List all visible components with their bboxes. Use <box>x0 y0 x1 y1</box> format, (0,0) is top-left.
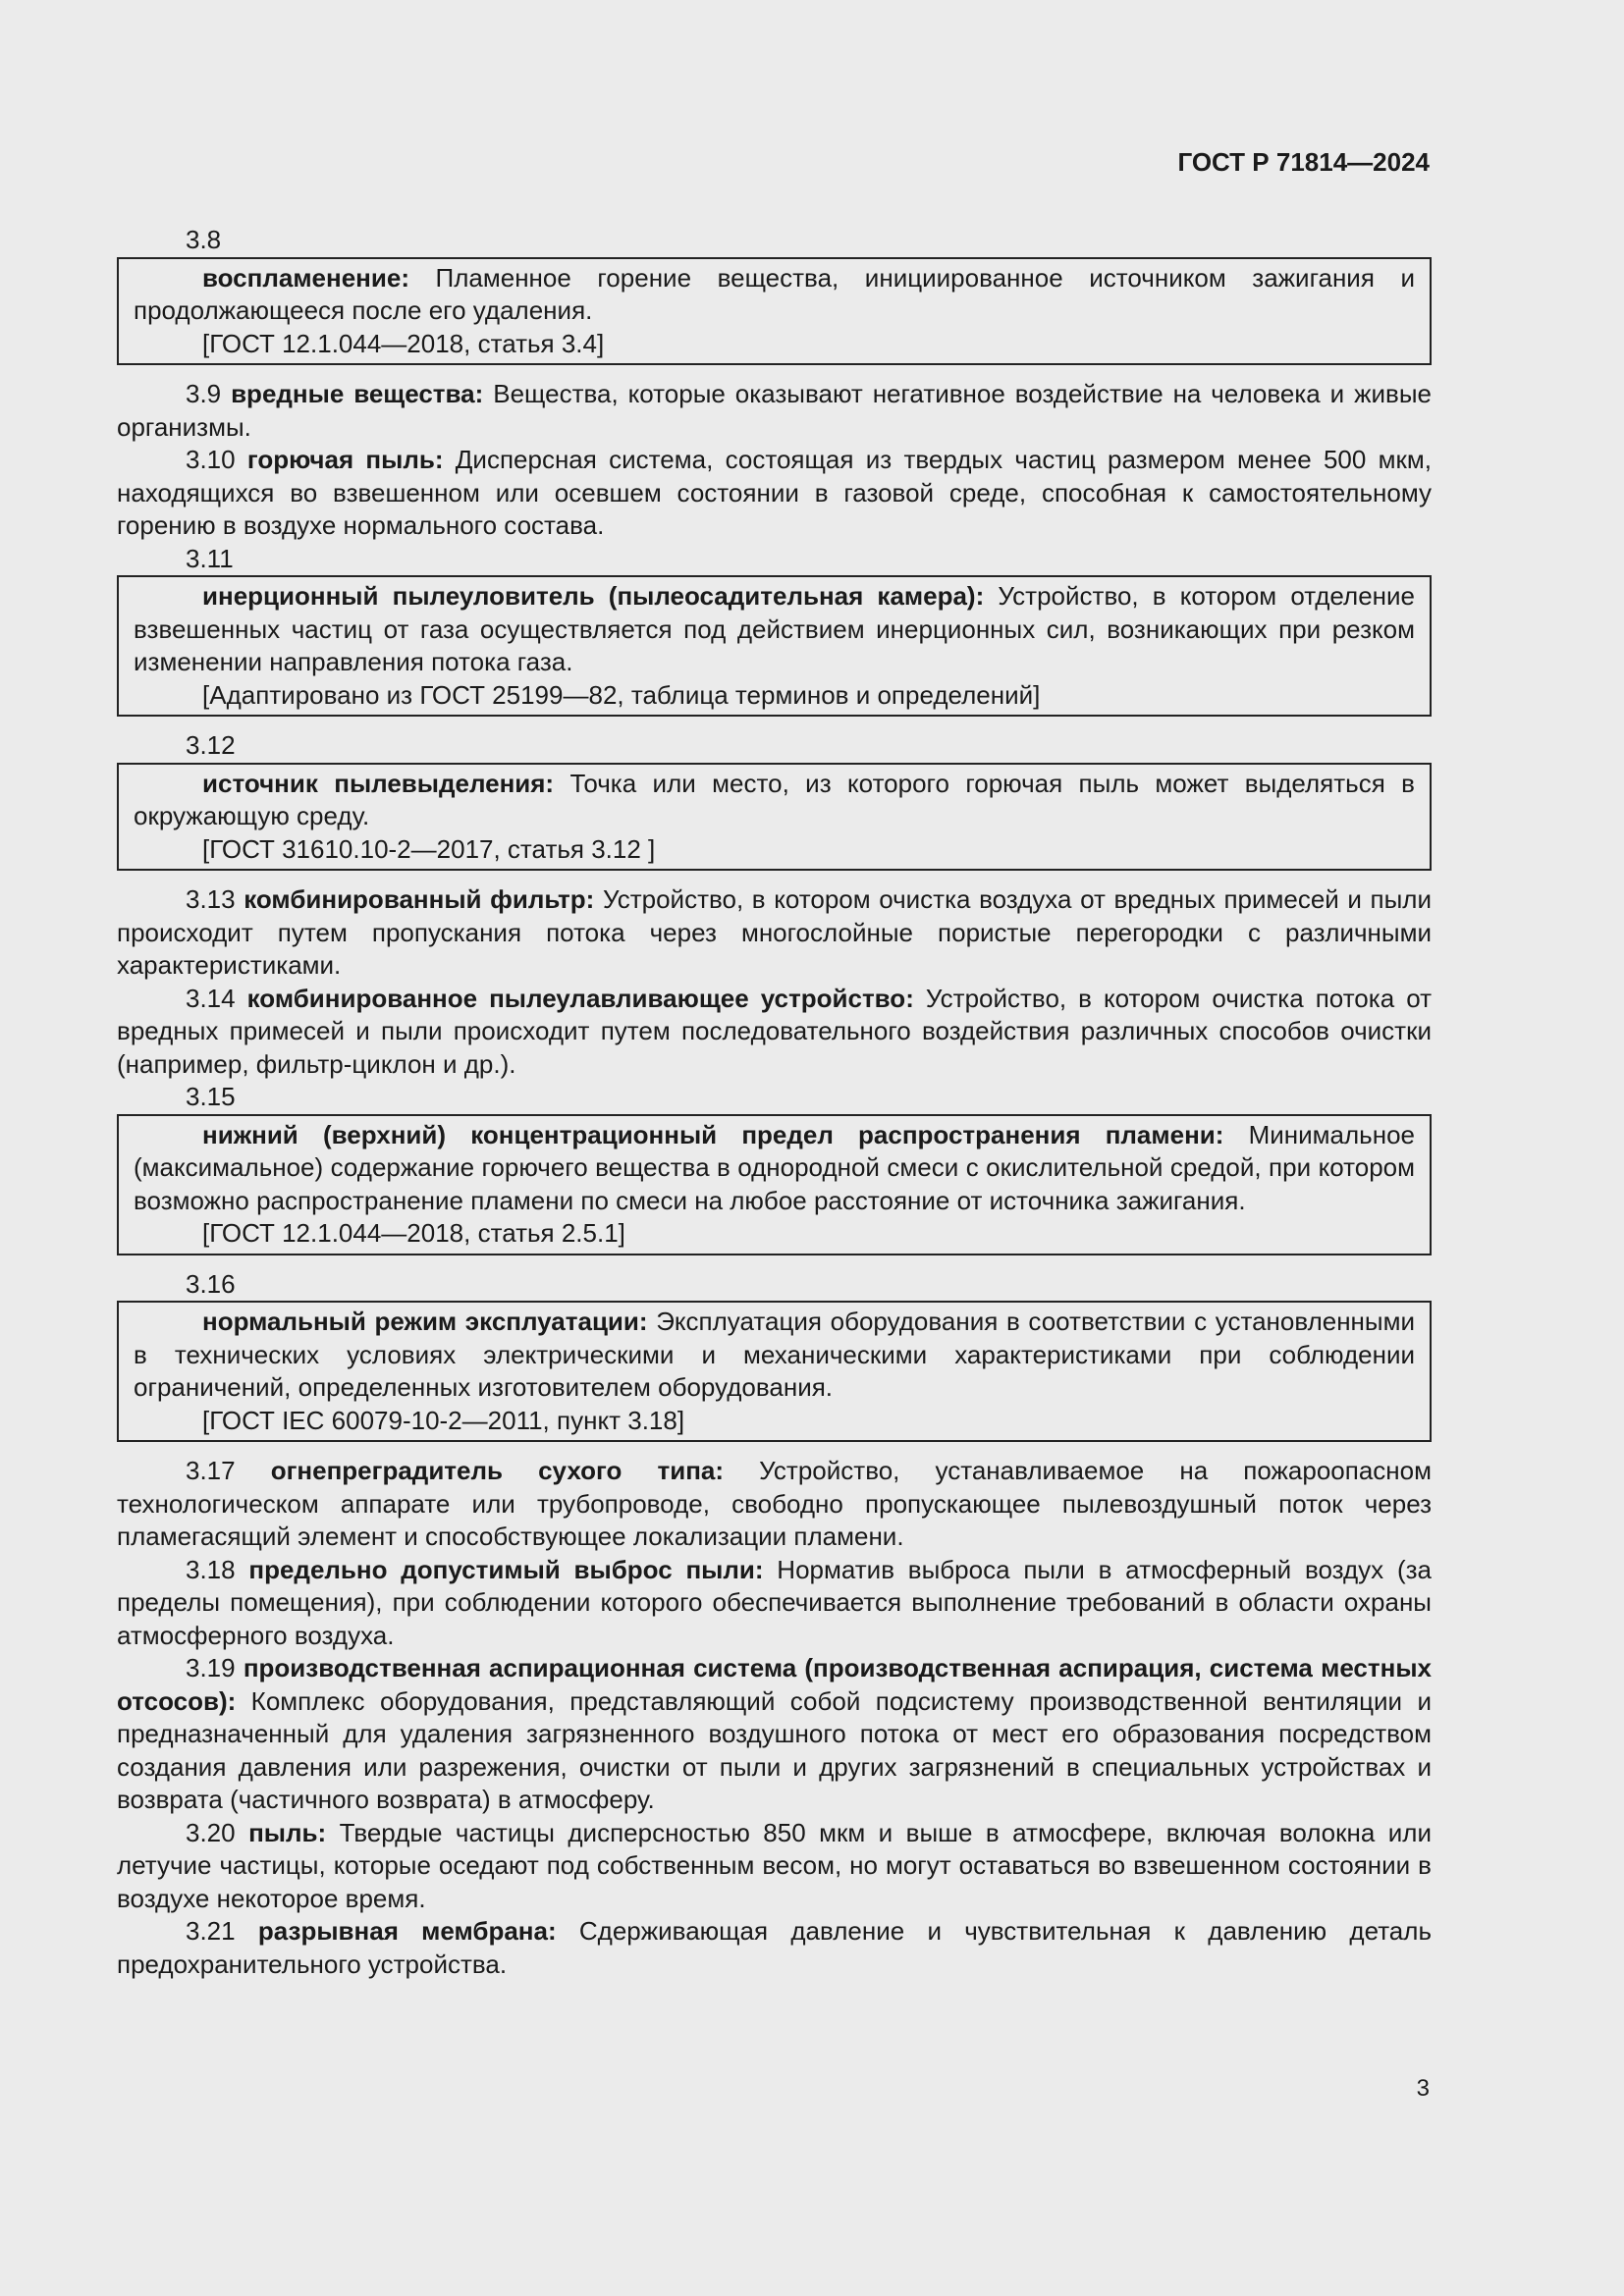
term-source: [Адаптировано из ГОСТ 25199—82, таблица терминов и определений] <box>202 679 1041 710</box>
term-box <box>117 1114 1432 1255</box>
term-title: предельно допустимый выброс пыли: <box>248 1554 764 1584</box>
term-title: комбинированный фильтр: <box>244 884 595 914</box>
term-title: нормальный режим эксплуатации: <box>202 1307 648 1336</box>
term-definition <box>117 444 1432 543</box>
term-box <box>117 763 1432 872</box>
term-definition <box>117 1915 1432 1981</box>
term-text: Эксплуатация оборудования в соответствии с установленными в технических условиях электрическими и механическими характеристиками при соблюдении ограничений, определенных изготовителем оборудования. <box>134 1307 1415 1402</box>
term-number: 3.21 <box>186 1916 236 1946</box>
term-definition <box>117 1455 1432 1554</box>
term-definition <box>117 883 1432 983</box>
term-text: Устройство, в котором очистка воздуха от вредных примесей и пыли происходит путем пропускания потока через многослойные пористые перегородки с различными характеристиками. <box>117 884 1432 980</box>
term-title: огнепреградитель сухого типа: <box>270 1456 725 1485</box>
term-definition <box>117 1652 1432 1817</box>
term-title: нижний (верхний) концентрационный предел распространения пламени: <box>202 1119 1224 1149</box>
document-header: ГОСТ Р 71814—2024 <box>1177 147 1430 177</box>
term-definition <box>134 580 1415 679</box>
term-box <box>117 257 1432 366</box>
term-title: производственная аспирационная система (производственная аспирация, система местных отсосов): <box>117 1653 1432 1716</box>
terms-section <box>117 224 1432 1981</box>
term-number: 3.10 <box>186 445 236 474</box>
term-number: 3.19 <box>186 1653 236 1682</box>
term-text: Точка или место, из которого горючая пыль может выделяться в окружающую среду. <box>134 768 1415 830</box>
term-text: Устройство, в котором отделение взвешенных частиц от газа осуществляется под действием инерционных сил, возникающих при резком изменении направления потока газа. <box>134 581 1415 676</box>
term-definition <box>117 378 1432 444</box>
term-box <box>117 575 1432 717</box>
term-definition <box>134 768 1415 833</box>
term-text: Твердые частицы дисперсностью 850 мкм и выше в атмосфере, включая волокна или летучие частицы, которые оседают под собственным весом, но могут оставаться во взвешенном состоянии в воздухе некоторое время. <box>117 1817 1432 1913</box>
term-number: 3.15 <box>186 1082 236 1111</box>
page-number: 3 <box>1416 2075 1430 2102</box>
term-definition <box>117 1817 1432 1916</box>
term-title: комбинированное пылеулавливающее устройство: <box>246 983 914 1013</box>
term-number: 3.14 <box>186 983 236 1013</box>
term-number: 3.11 <box>186 543 234 573</box>
term-text: Минимальное (максимальное) содержание горючего вещества в однородной смеси с окислительной средой, при котором возможно распространение пламени по смеси на любое расстояние от источника зажигания. <box>134 1119 1415 1215</box>
term-text: Комплекс оборудования, представляющий собой подсистему производственной вентиляции и предназначенный для удаления загрязненного воздушного потока от мест его образования посредством создания давления или разрежения, очистки от пыли и других загрязнений в специальных устройствах и возврата (частичного возврата) в атмосферу. <box>117 1685 1432 1814</box>
term-definition <box>134 262 1415 328</box>
term-text: Устройство, в котором очистка потока от вредных примесей и пыли происходит путем последовательного воздействия различных способов очистки (например, фильтр-циклон и др.). <box>117 983 1432 1079</box>
term-text: Сдерживающая давление и чувствительная к давлению деталь предохранительного устройства. <box>117 1916 1432 1979</box>
term-source: [ГОСТ 31610.10-2—2017, статья 3.12 ] <box>202 833 656 864</box>
term-title: горючая пыль: <box>246 445 444 474</box>
term-number: 3.9 <box>186 379 222 408</box>
term-title: воспламенение: <box>202 262 409 293</box>
term-number: 3.16 <box>186 1268 236 1299</box>
term-text: Дисперсная система, состоящая из твердых частиц размером менее 500 мкм, находящихся во взвешенном или осевшем состоянии в газовой среде, способная к самостоятельному горению в воздухе нормального состава. <box>117 445 1432 540</box>
term-title: разрывная мембрана: <box>257 1916 557 1946</box>
term-source: [ГОСТ 12.1.044—2018, статья 3.4] <box>202 328 605 358</box>
term-title: инерционный пылеуловитель (пылеосадительная камера): <box>202 581 985 611</box>
term-title: источник пылевыделения: <box>202 768 555 798</box>
term-title: пыль: <box>248 1817 327 1847</box>
term-definition <box>117 1554 1432 1653</box>
term-box <box>117 1301 1432 1442</box>
term-number: 3.8 <box>186 225 222 254</box>
term-text: Пламенное горение вещества, инициированное источником зажигания и продолжающееся после его удаления. <box>134 262 1415 325</box>
term-source: [ГОСТ IEC 60079-10-2—2011, пункт 3.18] <box>202 1405 685 1435</box>
term-number: 3.17 <box>186 1456 236 1485</box>
term-number: 3.12 <box>186 730 236 760</box>
term-text: Вещества, которые оказывают негативное воздействие на человека и живые организмы. <box>117 379 1432 442</box>
term-number: 3.13 <box>186 884 236 914</box>
term-text: Норматив выброса пыли в атмосферный воздух (за пределы помещения), при соблюдении которого обеспечивается выполнение требований в области охраны атмосферного воздуха. <box>117 1554 1432 1650</box>
term-definition <box>134 1306 1415 1405</box>
term-source: [ГОСТ 12.1.044—2018, статья 2.5.1] <box>202 1218 625 1248</box>
term-title: вредные вещества: <box>231 379 484 408</box>
term-definition <box>134 1119 1415 1218</box>
term-definition <box>117 983 1432 1082</box>
term-text: Устройство, устанавливаемое на пожароопасном технологическом аппарате или трубопроводе, свободно пропускающее пылевоздушный поток через пламегасящий элемент и способствующее локализации пламени. <box>117 1456 1432 1551</box>
term-number: 3.20 <box>186 1817 236 1847</box>
term-number: 3.18 <box>186 1554 236 1584</box>
